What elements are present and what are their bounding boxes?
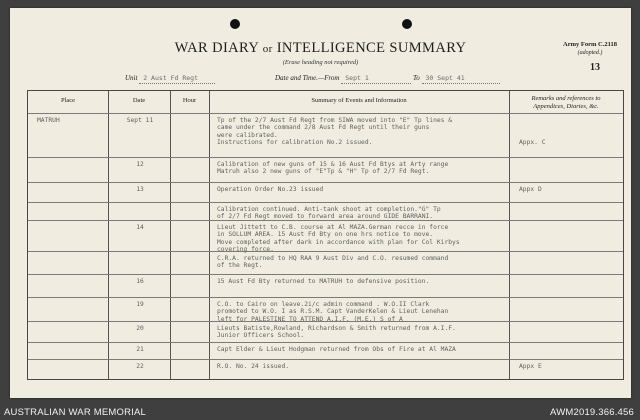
column-header-remarks bbox=[509, 95, 623, 111]
army-form-adopted: (adopted.) bbox=[577, 50, 603, 56]
row-divider bbox=[28, 342, 623, 343]
unit-label: Unit bbox=[125, 74, 138, 82]
entry-summary-line: Matruh also 2 new guns of "E"Tp & "H" Tp of 2/7 Fd Regt. bbox=[217, 168, 430, 176]
row-divider bbox=[28, 157, 623, 158]
diary-sheet bbox=[10, 8, 631, 398]
page-number: 13 bbox=[590, 62, 600, 73]
entry-summary-line: came under the command 2/8 Aust Fd Regt until their guns bbox=[217, 124, 430, 132]
entry-summary-line: were calibrated. bbox=[217, 131, 278, 139]
row-divider bbox=[28, 359, 623, 360]
entry-summary-line: covering force. bbox=[217, 246, 274, 254]
entry-remark: Appx. C bbox=[519, 139, 546, 147]
column-header-place: Place bbox=[60, 97, 76, 104]
entry-summary-line: Lieuts Batiste,Rowland, Richardson & Smith returned from A.I.F. bbox=[217, 325, 456, 332]
entry-summary-line: Capt Elder & Lieut Hodgman returned from Obs of Fire at Al MAZA bbox=[217, 346, 456, 353]
entry-date: 22 bbox=[136, 363, 144, 370]
row-divider bbox=[28, 321, 623, 322]
entry-summary-line: Lieut Jittett to C.B. course at Al MAZA.German recce in force bbox=[217, 224, 449, 231]
army-form-number: Army Form C.2118 bbox=[563, 41, 617, 48]
entry-date: 19 bbox=[136, 301, 144, 308]
entry-date: 16 bbox=[136, 278, 144, 285]
diary-table bbox=[27, 90, 624, 380]
form-title bbox=[10, 40, 631, 57]
column-header-hour: Hour bbox=[182, 97, 197, 104]
entry-date: 21 bbox=[136, 346, 144, 353]
unit-value: 2 Aust Fd Regt bbox=[139, 74, 215, 84]
form-subtitle: (Erase heading not required) bbox=[282, 59, 359, 66]
date-to-label: To bbox=[413, 74, 420, 82]
entry-date: 20 bbox=[136, 325, 144, 332]
entry-summary-line: Instructions for calibration No.2 issued. bbox=[217, 139, 373, 147]
row-divider bbox=[28, 297, 623, 298]
entry-summary-line: of the Regt. bbox=[217, 262, 263, 270]
row-divider bbox=[28, 202, 623, 203]
row-divider bbox=[28, 182, 623, 183]
entry-summary-line: promoted to W.O. I as R.S.M. Capt VanderKelen & Lieut Lenehan bbox=[217, 308, 449, 316]
army-form-label bbox=[563, 41, 617, 57]
entry-remark: Appx D bbox=[519, 186, 542, 193]
entry-date: 14 bbox=[136, 224, 144, 231]
column-header-date: Date bbox=[132, 97, 146, 104]
punch-hole bbox=[230, 19, 240, 29]
entry-remark: Appx E bbox=[519, 363, 542, 370]
entry-summary-line: R.O. No. 24 issued. bbox=[217, 363, 290, 370]
row-divider bbox=[28, 251, 623, 252]
remarks-header-line-2: Appendices, Diaries, &c. bbox=[533, 103, 599, 110]
entry-date: 13 bbox=[136, 186, 144, 193]
column-header-summary: Summary of Events and Information bbox=[311, 97, 407, 104]
entry-summary-line: C.O. to Cairo on leave.2i/c admin command . W.O.II Clark bbox=[217, 301, 430, 308]
entry-summary-line: left for PALESTINE TO ATTEND A.I.F. (M.E.) S of A bbox=[217, 315, 403, 323]
entry-summary-line: Junior Officers School. bbox=[217, 332, 305, 340]
entry-summary-line: C.R.A. returned to HQ RAA 9 Aust Div and C.O. resumed command bbox=[217, 255, 449, 262]
entry-summary-line: of 2/7 Fd Regt moved to forward area around GIDE BARRANI. bbox=[217, 213, 434, 221]
entry-summary-line: in SOLLUM AREA. 15 Aust Fd Bty on one hrs notice to move. bbox=[217, 231, 434, 239]
date-line bbox=[275, 74, 500, 84]
date-to-value: 30 Sept 41 bbox=[422, 74, 500, 84]
entry-summary-line: 15 Aust Fd Bty returned to MATRUH to defensive position. bbox=[217, 278, 430, 285]
entry-summary-line: Operation Order No.23 issued bbox=[217, 186, 324, 193]
column-divider bbox=[108, 91, 109, 379]
title-intelligence-summary: INTELLIGENCE SUMMARY bbox=[276, 40, 467, 56]
punch-hole bbox=[402, 19, 412, 29]
row-divider bbox=[28, 220, 623, 221]
column-divider bbox=[170, 91, 171, 379]
column-divider bbox=[509, 91, 510, 379]
title-or: or bbox=[262, 43, 273, 55]
entry-date: 12 bbox=[136, 161, 144, 168]
remarks-header-line-1: Remarks and references to bbox=[531, 95, 601, 102]
row-divider bbox=[28, 274, 623, 275]
entry-summary-line: Tp of the 2/7 Aust Fd Regt from SIWA moved into "E" Tp lines & bbox=[217, 117, 453, 124]
date-from-label: Date and Time.—From bbox=[275, 74, 340, 82]
unit-line bbox=[125, 74, 215, 84]
entry-date: Sept 11 bbox=[126, 117, 154, 124]
footer-institution: AUSTRALIAN WAR MEMORIAL bbox=[4, 407, 147, 418]
row-divider bbox=[28, 113, 623, 114]
entry-summary-line: Calibration continued. Anti-tank shoot at completion."G" Tp bbox=[217, 206, 441, 213]
footer-accession-number: AWM2019.366.456 bbox=[550, 407, 634, 418]
entry-place: MATRUH bbox=[37, 117, 60, 124]
title-war-diary: WAR DIARY bbox=[174, 40, 259, 56]
date-from-value: Sept 1 bbox=[341, 74, 411, 84]
column-divider bbox=[209, 91, 210, 379]
entry-summary-line: Move completed after dark in accordance with plan for Col Kirbys bbox=[217, 238, 460, 246]
entry-summary-line: Calibration of new guns of 15 & 16 Aust Fd Btys at Arty range bbox=[217, 161, 449, 168]
